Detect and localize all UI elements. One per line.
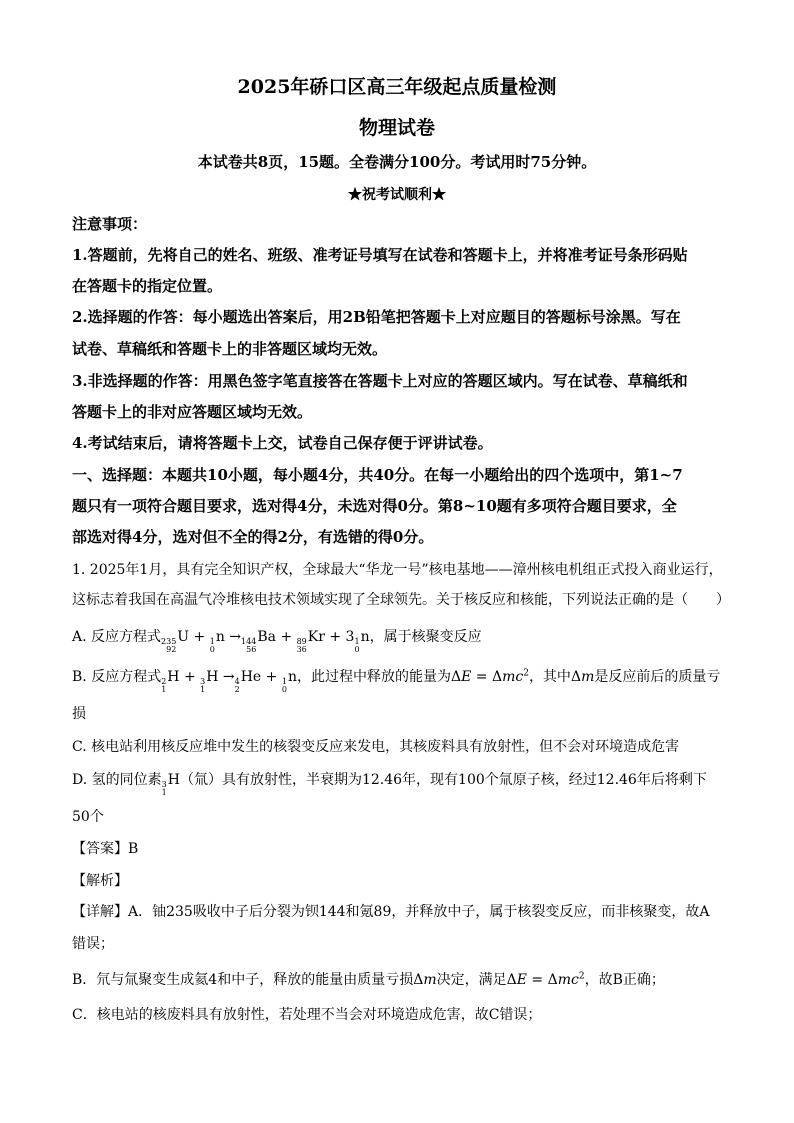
energy-formula: ΔE = Δmc$^2$ [450,668,529,685]
notes-line: 在答题卡的指定位置。 [72,277,223,295]
detail-text: 错误； [72,936,114,952]
option-d [72,769,707,797]
option-a-suffix: ，属于核聚变反应 [369,629,482,645]
exam-info: 本试卷共8页，15题。全卷满分100分。考试用时75分钟。 [197,153,597,171]
option-b-suffix: ，其中 [528,669,571,685]
notes-line: 3.非选择题的作答：用黑色签字笔直接答在答题卡上对应的答题区域内。写在试卷、草稿纸和 [72,372,688,390]
tritium-symbol: 3 1 H [161,772,180,797]
nuclear-equation-b: 2 1 H + 3 1 H → 4 2 He + 1 0 n [161,669,297,694]
option-d-prefix: D. 氢的同位素 [72,772,162,788]
option-b-cont: 损 [72,706,86,722]
subject-title: 物理试卷 [358,117,435,139]
detail-c: C．核电站的核废料具有放射性，若处理不当会对环境造成危害，故C错误； [72,1007,542,1023]
analysis-label: 【解析】 [72,873,128,889]
option-d-cont: 50个 [72,809,104,825]
option-b-prefix: B. 反应方程式 [72,669,162,685]
option-d-suffix: （氚）具有放射性，半衰期为12.46年，现有100个氚原子核，经过12.46年后将剩下 [179,772,707,788]
answer-label: 【答案】B [72,841,139,857]
option-b-mid: ，此过程中释放的能量为 [296,669,451,685]
notes-line: 答题卡上的非对应答题区域均无效。 [72,403,313,421]
notes-line: 4.考试结束后，请将答题卡上交，试卷自己保存便于评讲试卷。 [72,434,493,452]
question-stem: 这标志着我国在高温气冷堆核电技术领域实现了全球领先。关于核反应和核能，下列说法正确的是（ ） [72,592,730,608]
energy-formula: ΔE = Δmc$^2$ [506,971,585,988]
mass-defect-symbol: Δm [413,972,437,988]
detail-b-suffix: ，故B正确； [584,972,665,988]
option-a [72,626,482,654]
notes-line: 1.答题前，先将自己的姓名、班级、准考证号填写在试卷和答题卡上，并将准考证号条形码贴 [72,246,688,264]
detail-b [72,969,665,989]
exam-wish: ★祝考试顺利★ [348,187,446,203]
option-c: C. 核电站利用核反应堆中发生的核裂变反应来发电，其核废料具有放射性，但不会对环境造成危害 [72,739,680,755]
exam-title: 2025年硚口区高三年级起点质量检测 [237,76,557,98]
notes-heading: 注意事项： [72,215,148,233]
notes-line: 2.选择题的作答：每小题选出答案后，用2B铅笔把答题卡上对应题目的答题标号涂黑。写在 [72,308,681,326]
option-a-prefix: A. 反应方程式 [72,629,162,645]
detail-b-prefix: B．氘与氚聚变生成氦4和中子，释放的能量由质量亏损 [72,972,414,988]
section-instructions: 一、选择题：本题共10小题，每小题4分，共40分。在每一小题给出的四个选项中，第1~7 [72,466,683,484]
mass-defect-symbol: Δm [570,669,595,685]
section-instructions: 题只有一项符合题目要求，选对得4分，未选对得0分。第8~10题有多项符合题目要求，全 [72,497,677,515]
question-stem: 1. 2025年1月，具有完全知识产权，全球最大“华龙一号”核电基地——漳州核电机组正式投入商业运行， [72,562,723,578]
notes-line: 试卷、草稿纸和答题卡上的非答题区域均无效。 [72,340,388,358]
option-b-tail: 是反应前后的质量亏 [594,669,721,685]
option-b [72,666,720,694]
detail-text: 【详解】A．铀235吸收中子后分裂为钡144和氪89，并释放中子，属于核裂变反应，而非核聚变，故A [72,904,710,920]
detail-b-mid: 决定，满足 [436,972,507,988]
nuclear-equation-a: 235 92 U + 1 0 n → 144 56 Ba + 89 36 Kr + 3 1 0 n [161,629,370,654]
section-instructions: 部选对得4分，选对但不全的得2分，有选错的得0分。 [72,528,434,546]
